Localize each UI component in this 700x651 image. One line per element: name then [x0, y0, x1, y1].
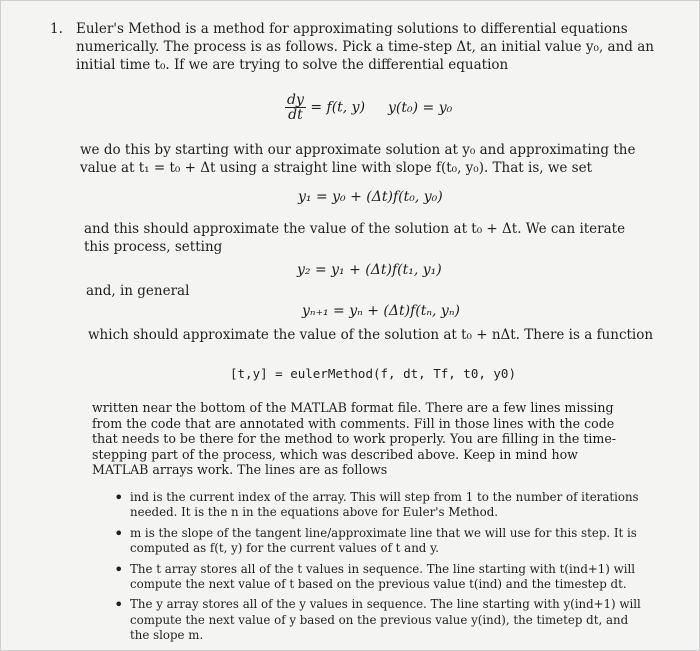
- bullet-m: • m is the slope of the tangent line/approximate line that we will use for this step. It is computed as f(t, y) for the current values of t and y.: [114, 523, 637, 556]
- bullet-ind: • ind is the current index of the array. This will step from 1 to the number of iterations needed. It is the n in the equations above for Euler's Method.: [114, 488, 639, 520]
- initial-condition: y(t₀) = y₀: [388, 100, 453, 116]
- paragraph-2: we do this by starting with our approximate solution at y₀ and approximating the value at t₁ = t₀ + Δt using a straight line with slope f(t₀, y₀). That is, we set: [80, 142, 636, 176]
- bullet-icon: •: [114, 523, 124, 543]
- bullet-t-array: • The t array stores all of the t values in sequence. The line starting with t(ind+1) will compute the next value of t based on the previous value t(ind) and the timestep dt.: [114, 559, 636, 592]
- intro-paragraph: Euler's Method is a method for approximating solutions to differential equations numerically. The process is as follows. Pick a time-step Δt, an initial value y₀, and an initial time t₀. If we are trying to solve the differential equation: [76, 21, 654, 73]
- equation-y2: y₂ = y₁ + (Δt)f(t₁, y₁): [297, 262, 442, 278]
- function-signature: [t,y] = eulerMethod(f, dt, Tf, t0, y0): [230, 366, 516, 381]
- paragraph-6: written near the bottom of the MATLAB format file. There are a few lines missing from the code that are annotated with comments. Fill in those lines with the code that needs to be there for the method to work properly. You are filling in the time-stepping part of the process, which was described above. Keep in mind how MATLAB arrays work. The lines are as follows: [92, 400, 617, 478]
- bullet-icon: •: [114, 595, 124, 615]
- paragraph-3: and this should approximate the value of the solution at t₀ + Δt. We can iterate this process, setting: [84, 221, 626, 255]
- equation-y1: y₁ = y₀ + (Δt)f(t₀, y₀): [298, 189, 443, 205]
- equation-yn: yₙ₊₁ = yₙ + (Δt)f(tₙ, yₙ): [302, 303, 460, 319]
- paragraph-4: and, in general: [86, 283, 190, 299]
- bullet-list: [112, 490, 642, 649]
- bullet-y-array: • The y array stores all of the y values in sequence. The line starting with y(ind+1) will compute the next value of y based on the previous value y(ind), the timetep dt, and the slope m.: [114, 595, 641, 643]
- paragraph-5: which should approximate the value of the solution at t₀ + nΔt. There is a function: [88, 327, 654, 343]
- derivative-numerator: dy: [287, 92, 304, 108]
- bullet-icon: •: [114, 559, 124, 579]
- ode-equation: [285, 93, 365, 122]
- derivative-denominator: dt: [288, 107, 303, 123]
- problem-number: 1.: [50, 21, 63, 37]
- ode-rhs: = f(t, y): [310, 99, 366, 116]
- bullet-icon: •: [114, 488, 124, 507]
- derivative-fraction: [285, 93, 306, 122]
